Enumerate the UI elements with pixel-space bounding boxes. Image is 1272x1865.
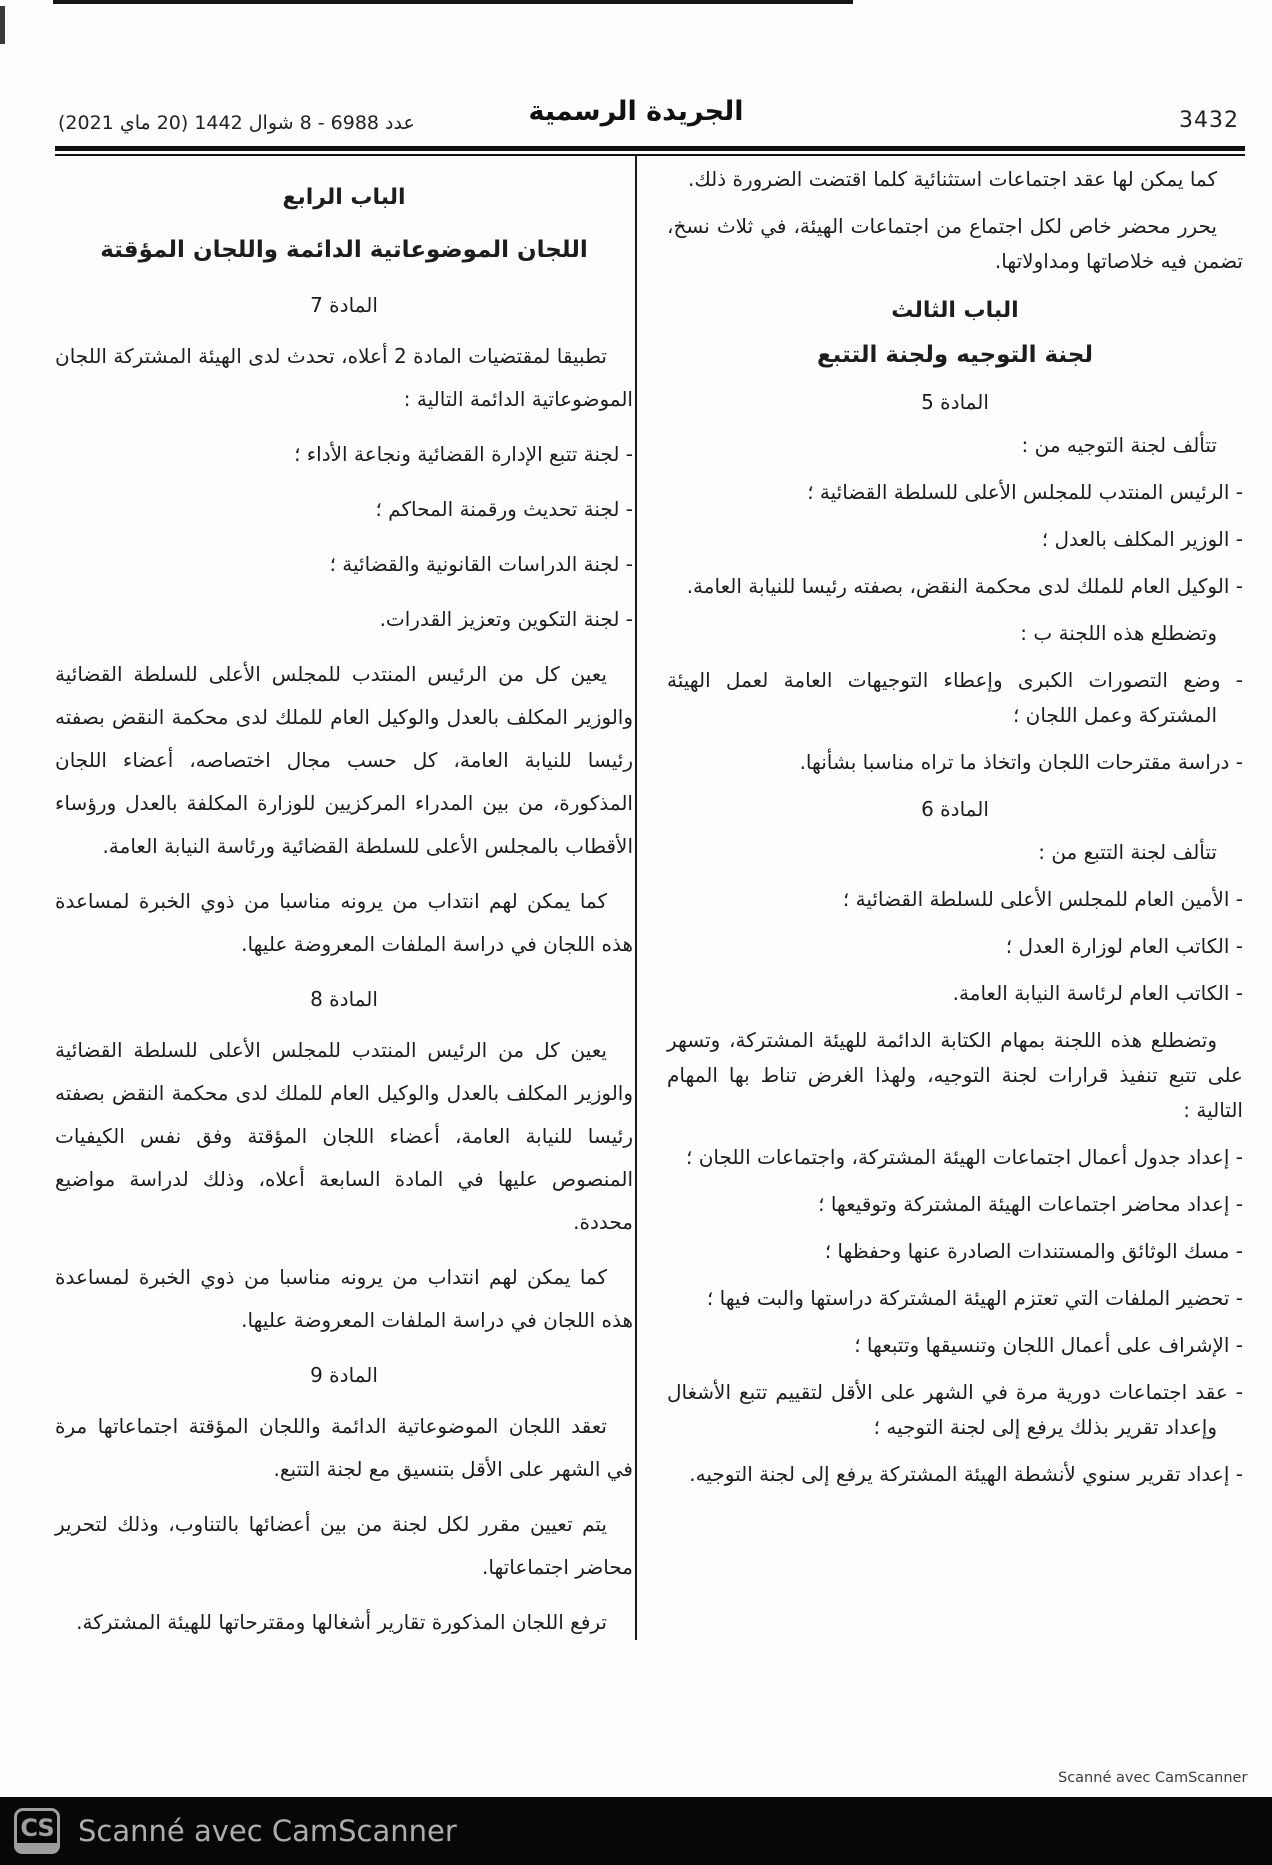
issue-info: عدد 6988 - 8 شوال 1442 (20 ماي 2021): [58, 112, 415, 134]
gazette-title: الجريدة الرسمية: [528, 96, 744, 127]
chapter-heading: الباب الرابع: [282, 185, 406, 210]
bullet-item: - إعداد جدول أعمال اجتماعات الهيئة المشتركة، واجتماعات اللجان ؛: [685, 1145, 1243, 1169]
camscanner-bar-text: Scanné avec CamScanner: [78, 1814, 457, 1848]
bullet-item: - لجنة الدراسات القانونية والقضائية ؛: [329, 552, 633, 576]
bullet-item: - عقد اجتماعات دورية مرة في الشهر على الأقل لتقييم تتبع الأشغال وإعداد تقرير بذلك يرفع إلى لجنة التوجيه ؛: [667, 1380, 1243, 1439]
camscanner-logo-icon: [14, 1808, 60, 1854]
bullet-item: - تحضير الملفات التي تعتزم الهيئة المشتركة دراستها والبت فيها ؛: [706, 1286, 1243, 1310]
content-columns: [55, 162, 1243, 1656]
header-rule-thin: [55, 154, 1245, 156]
bullet-item: - لجنة تتبع الإدارة القضائية ونجاعة الأداء ؛: [294, 442, 633, 466]
bullet-item: - إعداد تقرير سنوي لأنشطة الهيئة المشتركة يرفع إلى لجنة التوجيه.: [689, 1462, 1243, 1486]
paragraph: تتألف لجنة التتبع من :: [1038, 840, 1217, 864]
paragraph: تطبيقا لمقتضيات المادة 2 أعلاه، تحدث لدى الهيئة المشتركة اللجان الموضوعاتية الدائمة التالية :: [55, 344, 633, 411]
section-title: اللجان الموضوعاتية الدائمة واللجان المؤقتة: [100, 237, 588, 263]
scan-artifact-top-line: [53, 0, 853, 4]
article-heading: المادة 8: [310, 987, 378, 1011]
bullet-item: - مسك الوثائق والمستندات الصادرة عنها وحفظها ؛: [824, 1239, 1243, 1263]
column-left: [55, 162, 651, 1656]
bullet-item: - الرئيس المنتدب للمجلس الأعلى للسلطة القضائية ؛: [807, 480, 1243, 504]
paragraph: تعقد اللجان الموضوعاتية الدائمة واللجان المؤقتة اجتماعاتها مرة في الشهر على الأقل بتنسيق مع لجنة التتبع.: [55, 1414, 633, 1481]
article-heading: المادة 5: [921, 390, 989, 414]
column-right: [651, 162, 1243, 1656]
paragraph: يعين كل من الرئيس المنتدب للمجلس الأعلى للسلطة القضائية والوزير المكلف بالعدل والوكيل العام للملك لدى محكمة النقض بصفته رئيسا للنيابة العامة، أعضاء اللجان المؤقتة وفق نفس الكيفيات المنصوص عليها في المادة السابعة أعلاه، وذلك لدراسة مواضيع محددة.: [55, 1038, 633, 1234]
camscanner-logo-bed: [14, 1843, 60, 1854]
article-heading: المادة 6: [921, 797, 989, 821]
bullet-item: - الكاتب العام لرئاسة النيابة العامة.: [952, 981, 1243, 1005]
paragraph: يحرر محضر خاص لكل اجتماع من اجتماعات الهيئة، في ثلاث نسخ، تضمن فيه خلاصاتها ومداولاتها.: [667, 214, 1243, 273]
chapter-heading: الباب الثالث: [891, 298, 1019, 323]
bullet-item: - وضع التصورات الكبرى وإعطاء التوجيهات العامة لعمل الهيئة المشتركة وعمل اللجان ؛: [667, 668, 1243, 727]
bullet-item: - الوزير المكلف بالعدل ؛: [1041, 527, 1243, 551]
paragraph: ترفع اللجان المذكورة تقارير أشغالها ومقترحاتها للهيئة المشتركة.: [76, 1610, 607, 1634]
paragraph: وتضطلع هذه اللجنة بمهام الكتابة الدائمة للهيئة المشتركة، وتسهر على تتبع تنفيذ قرارات لجنة التوجيه، ولهذا الغرض تناط بها المهام التالية :: [667, 1028, 1243, 1122]
paragraph: وتضطلع هذه اللجنة ب :: [1020, 621, 1217, 645]
page-number: 3432: [1179, 108, 1239, 133]
paragraph: كما يمكن لهم انتداب من يرونه مناسبا من ذوي الخبرة لمساعدة هذه اللجان في دراسة الملفات المعروضة عليها.: [55, 889, 633, 956]
article-heading: المادة 9: [310, 1363, 378, 1387]
bullet-item: - الوكيل العام للملك لدى محكمة النقض، بصفته رئيسا للنيابة العامة.: [686, 574, 1243, 598]
bullet-item: - الأمين العام للمجلس الأعلى للسلطة القضائية ؛: [842, 887, 1243, 911]
section-title: لجنة التوجيه ولجنة التتبع: [816, 342, 1094, 368]
bullet-item: - دراسة مقترحات اللجان واتخاذ ما تراه مناسبا بشأنها.: [799, 750, 1243, 774]
bullet-item: - لجنة التكوين وتعزيز القدرات.: [379, 607, 633, 631]
paragraph: كما يمكن لهم انتداب من يرونه مناسبا من ذوي الخبرة لمساعدة هذه اللجان في دراسة الملفات المعروضة عليها.: [55, 1265, 633, 1332]
camscanner-bar: [0, 1797, 1272, 1865]
header-rule-thick: [55, 146, 1245, 151]
paragraph: يتم تعيين مقرر لكل لجنة من بين أعضائها بالتناوب، وذلك لتحرير محاضر اجتماعاتها.: [55, 1512, 633, 1579]
article-heading: المادة 7: [310, 293, 378, 317]
paragraph: كما يمكن لها عقد اجتماعات استثنائية كلما اقتضت الضرورة ذلك.: [687, 167, 1217, 191]
bullet-item: - إعداد محاضر اجتماعات الهيئة المشتركة وتوقيعها ؛: [818, 1192, 1243, 1216]
paragraph: يعين كل من الرئيس المنتدب للمجلس الأعلى للسلطة القضائية والوزير المكلف بالعدل والوكيل العام للملك لدى محكمة النقض بصفته رئيسا للنيابة العامة، كل حسب مجال اختصاصه، أعضاء اللجان المذكورة، من بين المدراء المركزيين للوزارة المكلفة بالعدل ورؤساء الأقطاب بالمجلس الأعلى للسلطة القضائية ورئاسة النيابة العامة.: [55, 662, 633, 858]
camscanner-watermark-text: Scanné avec CamScanner: [1058, 1770, 1248, 1786]
camscanner-logo-letters: CS: [14, 1808, 60, 1848]
bullet-item: - الكاتب العام لوزارة العدل ؛: [1005, 934, 1243, 958]
bullet-item: - لجنة تحديث ورقمنة المحاكم ؛: [375, 497, 633, 521]
bullet-item: - الإشراف على أعمال اللجان وتنسيقها وتتبعها ؛: [854, 1333, 1243, 1357]
paragraph: تتألف لجنة التوجيه من :: [1021, 433, 1217, 457]
scan-artifact-left-mark: [0, 6, 5, 44]
